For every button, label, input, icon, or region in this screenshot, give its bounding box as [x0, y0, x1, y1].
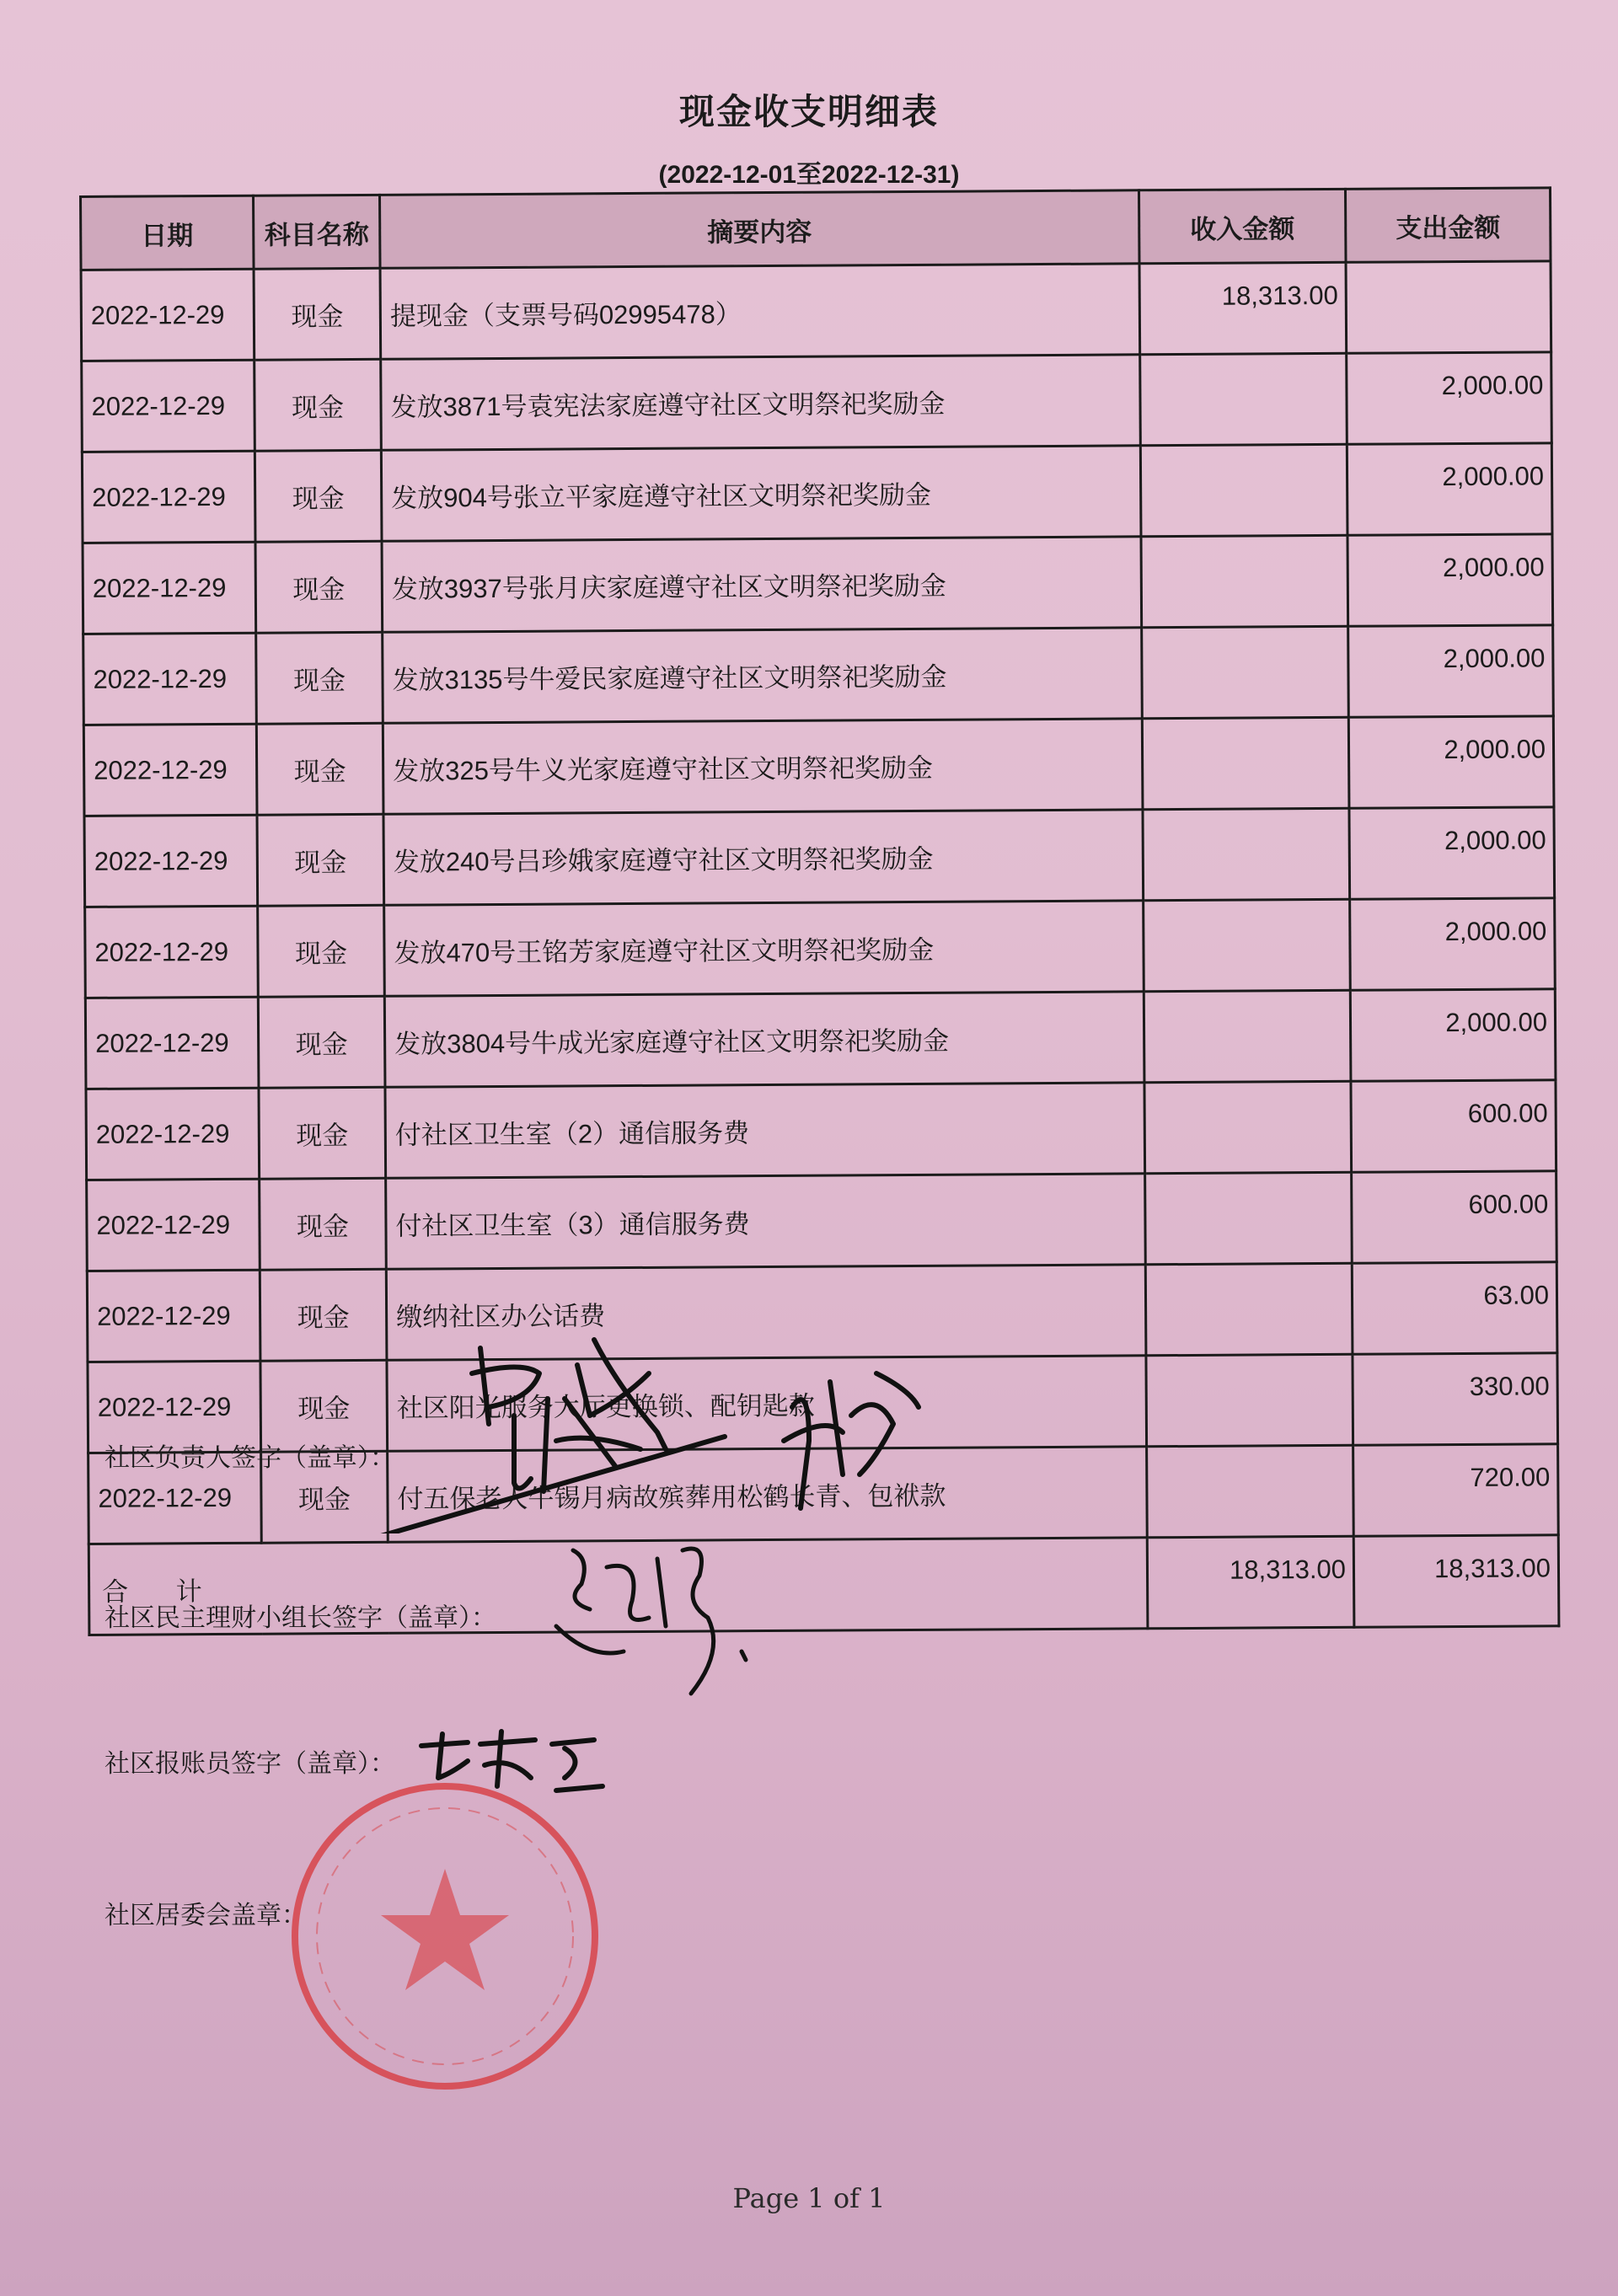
- cell-income: 18,313.00: [1139, 262, 1347, 354]
- leader-handwritten-signature: [371, 1314, 961, 1533]
- cell-date: 2022-12-29: [82, 451, 255, 543]
- table-row: [83, 534, 1553, 634]
- cell-expense: 330.00: [1353, 1353, 1558, 1445]
- cell-date: 2022-12-29: [82, 360, 255, 452]
- cell-income: [1144, 990, 1351, 1082]
- cell-date: 2022-12-29: [87, 1179, 260, 1271]
- cell-income: [1140, 353, 1347, 445]
- cell-expense: 600.00: [1351, 1080, 1556, 1172]
- cell-description: 提现金（支票号码02995478）: [380, 264, 1140, 360]
- cell-income: [1144, 899, 1351, 991]
- cell-income: [1143, 808, 1350, 900]
- table-row: [83, 625, 1554, 725]
- table-header-row: [81, 188, 1551, 270]
- cell-income: [1144, 1081, 1352, 1173]
- total-label: 合 计: [88, 1538, 1148, 1635]
- cell-description: 缴纳社区办公话费: [386, 1265, 1146, 1361]
- cell-description: 付社区卫生室（2）通信服务费: [385, 1083, 1145, 1179]
- cell-expense: 63.00: [1352, 1262, 1557, 1354]
- column-header-date: 日期: [81, 195, 254, 270]
- cell-income: [1145, 1263, 1353, 1355]
- cell-subject: 现金: [258, 905, 385, 997]
- cell-description: 发放904号张立平家庭遵守社区文明祭祀奖励金: [381, 446, 1141, 542]
- cell-expense: 2,000.00: [1347, 534, 1553, 626]
- cell-date: 2022-12-29: [86, 1088, 260, 1180]
- table-row: [85, 898, 1556, 998]
- cell-date: 2022-12-29: [88, 1452, 262, 1544]
- column-header-description: 摘要内容: [380, 190, 1140, 269]
- cell-subject: 现金: [260, 1178, 387, 1270]
- cell-income: [1146, 1354, 1353, 1446]
- cell-subject: 现金: [260, 1269, 387, 1361]
- cell-subject: 现金: [261, 1451, 388, 1543]
- table-row: [82, 352, 1552, 452]
- table-row: [82, 443, 1552, 543]
- cell-expense: [1346, 261, 1551, 353]
- table-row: [85, 989, 1556, 1089]
- cell-date: 2022-12-29: [88, 1361, 261, 1453]
- cell-income: [1141, 535, 1348, 627]
- cell-expense: 2,000.00: [1347, 352, 1552, 444]
- cell-income: [1147, 1445, 1354, 1537]
- cell-description: 社区阳光服务大厅更换锁、配钥匙款: [387, 1356, 1147, 1452]
- accountant-signature-label: 社区报账员签字（盖章）：: [104, 1750, 395, 1778]
- committee-seal-label: 社区居委会盖章：: [104, 1902, 307, 1929]
- cell-date: 2022-12-29: [85, 906, 259, 998]
- cell-date: 2022-12-29: [83, 542, 256, 634]
- table-row: [87, 1171, 1557, 1271]
- total-expense: 18,313.00: [1353, 1535, 1559, 1627]
- leader-signature-label: 社区负责人签字（盖章）：: [104, 1444, 395, 1472]
- cell-date: 2022-12-29: [84, 815, 258, 907]
- cell-subject: 现金: [254, 359, 382, 451]
- finance-group-handwritten-signature: [539, 1533, 775, 1702]
- cell-subject: 现金: [256, 632, 383, 724]
- cell-income: [1142, 717, 1349, 809]
- report-period: (2022-12-01至2022-12-31): [658, 161, 960, 189]
- column-header-expense: 支出金额: [1345, 188, 1551, 262]
- cell-subject: 现金: [259, 1087, 386, 1179]
- table-row: [83, 716, 1554, 816]
- cell-description: 发放325号牛义光家庭遵守社区文明祭祀奖励金: [383, 719, 1143, 815]
- cell-date: 2022-12-29: [83, 724, 257, 816]
- cell-expense: 720.00: [1353, 1444, 1559, 1536]
- cell-subject: 现金: [254, 450, 382, 542]
- cell-income: [1140, 444, 1347, 536]
- cell-subject: 现金: [260, 1360, 388, 1452]
- cell-subject: 现金: [257, 814, 384, 906]
- table-row: [84, 807, 1555, 907]
- cell-subject: 现金: [254, 268, 381, 360]
- cell-description: 发放3804号牛成光家庭遵守社区文明祭祀奖励金: [384, 992, 1144, 1088]
- total-income: 18,313.00: [1147, 1536, 1354, 1628]
- cell-income: [1145, 1172, 1353, 1264]
- table-row: [86, 1080, 1556, 1180]
- cell-subject: 现金: [255, 541, 383, 633]
- column-header-subject: 科目名称: [254, 195, 381, 269]
- cell-expense: 2,000.00: [1348, 625, 1554, 717]
- page-number: Page 1 of 1: [732, 2182, 886, 2214]
- cell-expense: 2,000.00: [1348, 716, 1554, 808]
- cell-description: 付五保老人牛锡月病故殡葬用松鹤长青、包袱款: [388, 1447, 1148, 1543]
- cell-subject: 现金: [258, 996, 385, 1088]
- cell-description: 发放3135号牛爱民家庭遵守社区文明祭祀奖励金: [383, 628, 1143, 724]
- cell-description: 付社区卫生室（3）通信服务费: [386, 1174, 1146, 1270]
- committee-red-seal: [285, 1776, 605, 2096]
- cell-date: 2022-12-29: [81, 269, 254, 361]
- column-header-income: 收入金额: [1138, 189, 1346, 263]
- cell-date: 2022-12-29: [83, 633, 257, 725]
- cell-expense: 600.00: [1352, 1171, 1557, 1263]
- table-row: [81, 261, 1551, 361]
- cell-subject: 现金: [256, 723, 383, 815]
- page-title: 现金收支明细表: [678, 92, 939, 131]
- cell-expense: 2,000.00: [1349, 807, 1555, 899]
- cell-description: 发放240号吕珍娥家庭遵守社区文明祭祀奖励金: [383, 810, 1144, 906]
- cell-description: 发放470号王铭芳家庭遵守社区文明祭祀奖励金: [384, 901, 1144, 997]
- cell-date: 2022-12-29: [85, 997, 259, 1089]
- cell-income: [1142, 626, 1349, 718]
- cell-expense: 2,000.00: [1350, 898, 1556, 990]
- cell-description: 发放3871号袁宪法家庭遵守社区文明祭祀奖励金: [381, 355, 1141, 451]
- cell-expense: 2,000.00: [1347, 443, 1552, 535]
- cell-expense: 2,000.00: [1350, 989, 1556, 1081]
- cell-description: 发放3937号张月庆家庭遵守社区文明祭祀奖励金: [382, 537, 1142, 633]
- cell-date: 2022-12-29: [87, 1270, 260, 1362]
- finance-group-signature-label: 社区民主理财小组长签字（盖章）：: [104, 1604, 496, 1632]
